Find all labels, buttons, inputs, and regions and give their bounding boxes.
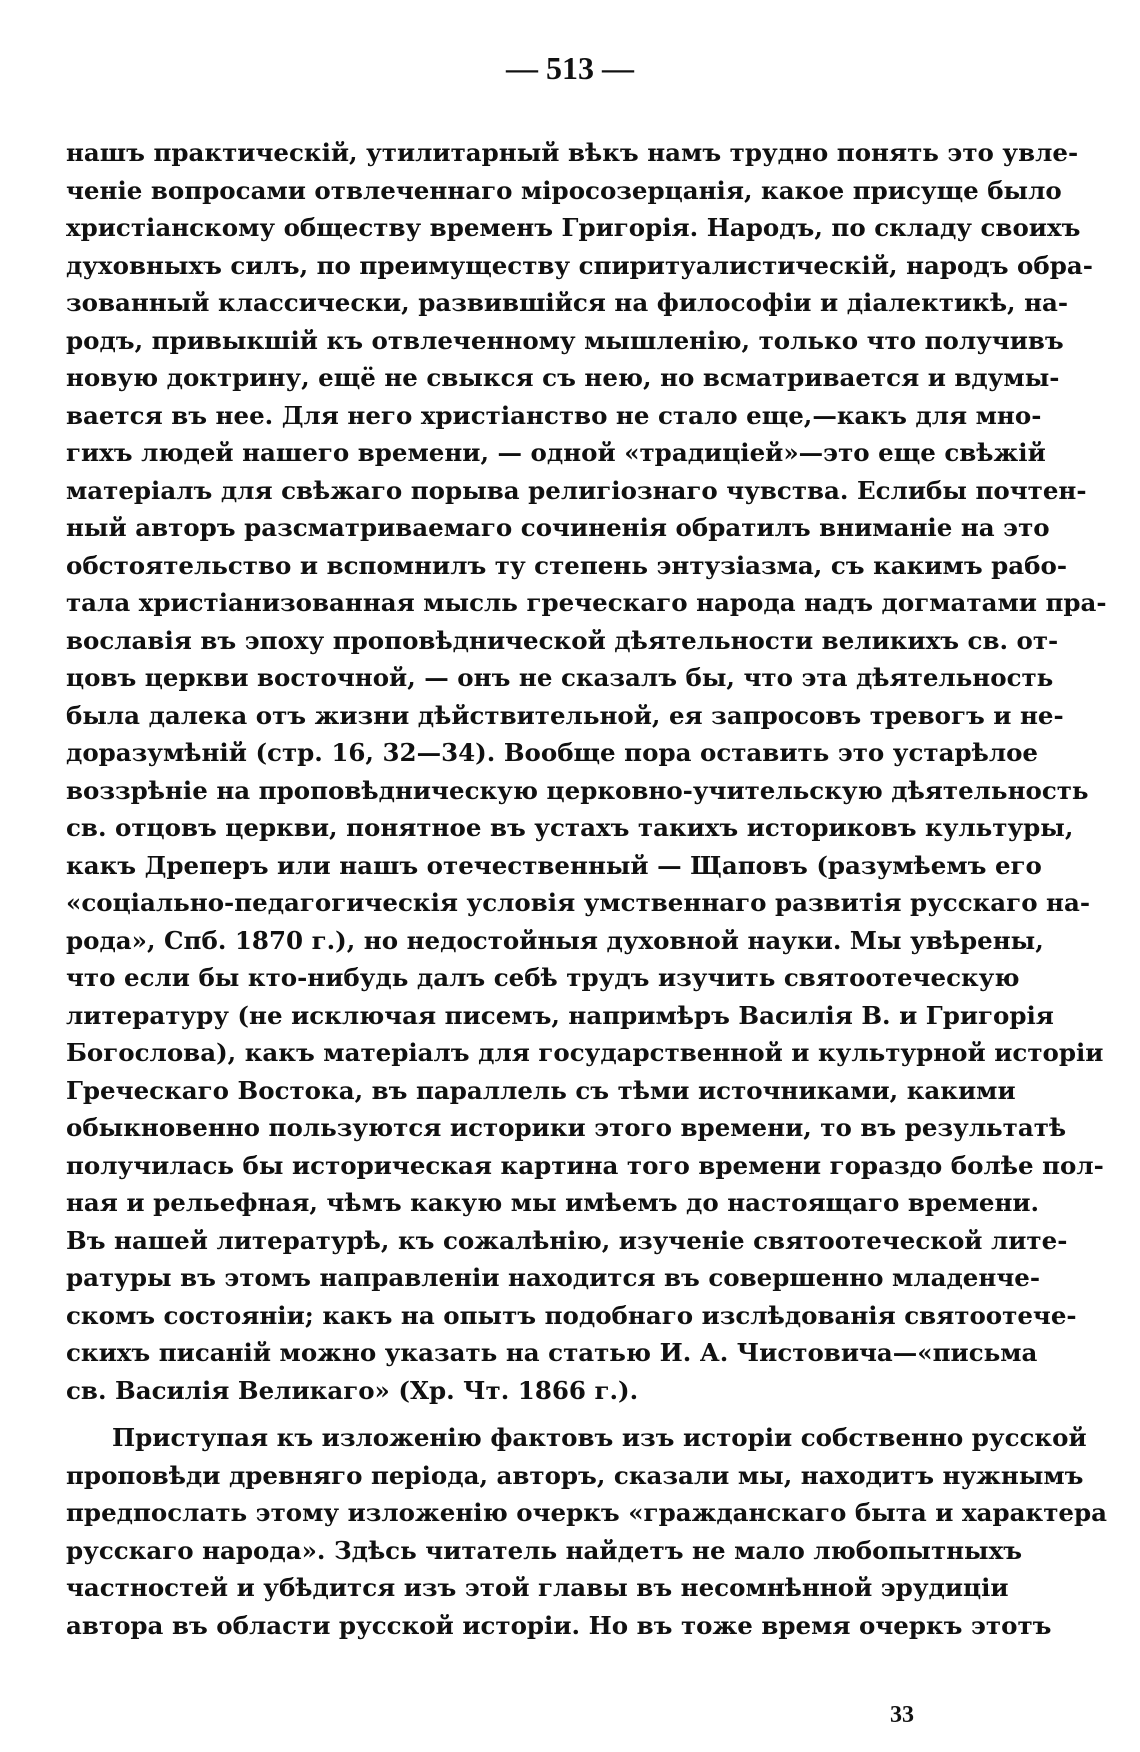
text-line: матеріалъ для свѣжаго порыва религіознаго чувства. Еслибы почтен- xyxy=(66,475,1087,505)
text-line: предпослать этому изложенію очеркъ «гражданскаго быта и характера xyxy=(66,1498,1107,1527)
paragraph-2 xyxy=(66,1419,1107,1644)
text-line: скихъ писаній можно указать на статью И. А. Чистовича—«письма xyxy=(66,1338,1038,1367)
text-line: новую доктрину, ещё не свыкся съ нею, но всматривается и вдумы- xyxy=(66,363,1060,392)
text-line: «соціально-педагогическія условія умственнаго развитія русскаго на- xyxy=(66,888,1091,917)
text-line: русскаго народа». Здѣсь читатель найдетъ не мало любопытныхъ xyxy=(66,1535,1023,1565)
text-line: ченіе вопросами отвлеченнаго міросозерцанія, какое присуще было xyxy=(66,175,1062,205)
text-line: родъ, привыкшій къ отвлеченному мышленію, только что получивъ xyxy=(66,325,1064,355)
text-line: частностей и убѣдится изъ этой главы въ несомнѣнной эрудиціи xyxy=(66,1573,1009,1602)
text-line: вается въ нее. Для него христіанство не стало еще,—какъ для мно- xyxy=(66,400,1042,430)
text-line: тала христіанизованная мысль греческаго народа надъ догматами пра- xyxy=(66,588,1107,617)
paragraph-1 xyxy=(66,134,1107,1409)
text-line: что если бы кто-нибудь далъ себѣ трудъ изучить святоотеческую xyxy=(66,963,1020,992)
text-line: рода», Спб. 1870 г.), но недостойныя духовной науки. Мы увѣрены, xyxy=(66,925,1044,955)
text-line: вославія въ эпоху проповѣднической дѣятельности великихъ св. от- xyxy=(66,625,1059,655)
text-line: св. Василія Великаго» (Хр. Чт. 1866 г.). xyxy=(66,1375,639,1405)
text-line: обыкновенно пользуются историки этого времени, то въ результатѣ xyxy=(66,1113,1067,1142)
text-line: духовныхъ силъ, по преимуществу спиритуалистическій, народъ обра- xyxy=(66,250,1093,280)
text-line: зованный классически, развившійся на философіи и діалектикѣ, на- xyxy=(66,288,1069,317)
body-text xyxy=(66,134,1107,1644)
text-line: получилась бы историческая картина того времени гораздо болѣе пол- xyxy=(66,1150,1104,1180)
page-number: — 513 — xyxy=(506,50,634,86)
text-line: обстоятельство и вспомнилъ ту степень энтузіазма, съ какимъ рабо- xyxy=(66,550,1067,580)
text-line: доразумѣній (стр. 16, 32—34). Вообще пора оставить это устарѣлое xyxy=(66,738,1039,767)
text-line: нашъ практическій, утилитарный вѣкъ намъ трудно понять это увле- xyxy=(66,138,1079,167)
text-line: Богослова), какъ матеріалъ для государственной и культурной исторіи xyxy=(66,1038,1104,1067)
signature-mark: 33 xyxy=(890,1702,914,1728)
text-line: св. отцовъ церкви, понятное въ устахъ такихъ историковъ культуры, xyxy=(66,813,1074,842)
text-line: литературу (не исключая писемъ, напримѣръ Василія В. и Григорія xyxy=(66,1000,1054,1030)
text-line: скомъ состояніи; какъ на опытъ подобнаго изслѣдованія святоотече- xyxy=(66,1300,1077,1330)
text-line: была далека отъ жизни дѣйствительной, ея запросовъ тревогъ и не- xyxy=(66,700,1064,730)
text-line: ная и рельефная, чѣмъ какую мы имѣемъ до настоящаго времени. xyxy=(66,1188,1040,1217)
text-line: Въ нашей литературѣ, къ сожалѣнію, изученіе святоотеческой лите- xyxy=(66,1225,1068,1255)
text-line: воззрѣніе на проповѣдническую церковно-учительскую дѣятельность xyxy=(66,775,1089,805)
text-line: цовъ церкви восточной, — онъ не сказалъ бы, что эта дѣятельность xyxy=(66,663,1054,692)
text-line: гихъ людей нашего времени, — одной «традиціей»—это еще свѣжій xyxy=(66,438,1046,467)
text-line: Приступая къ изложенію фактовъ изъ исторіи собственно русской xyxy=(112,1423,1087,1452)
text-line: ный авторъ разсматриваемаго сочиненія обратилъ вниманіе на это xyxy=(66,513,1050,542)
text-line: Греческаго Востока, въ параллель съ тѣми источниками, какими xyxy=(66,1075,1016,1105)
text-line: какъ Дреперъ или нашъ отечественный — Щаповъ (разумѣемъ его xyxy=(66,850,1042,880)
text-line: проповѣди древняго періода, авторъ, сказали мы, находитъ нужнымъ xyxy=(66,1460,1084,1490)
text-line: ратуры въ этомъ направленіи находится въ совершенно младенче- xyxy=(66,1263,1041,1292)
text-line: христіанскому обществу временъ Григорія. Народъ, по складу своихъ xyxy=(66,213,1081,242)
text-line: автора въ области русской исторіи. Но въ тоже время очеркъ этотъ xyxy=(66,1610,1052,1640)
